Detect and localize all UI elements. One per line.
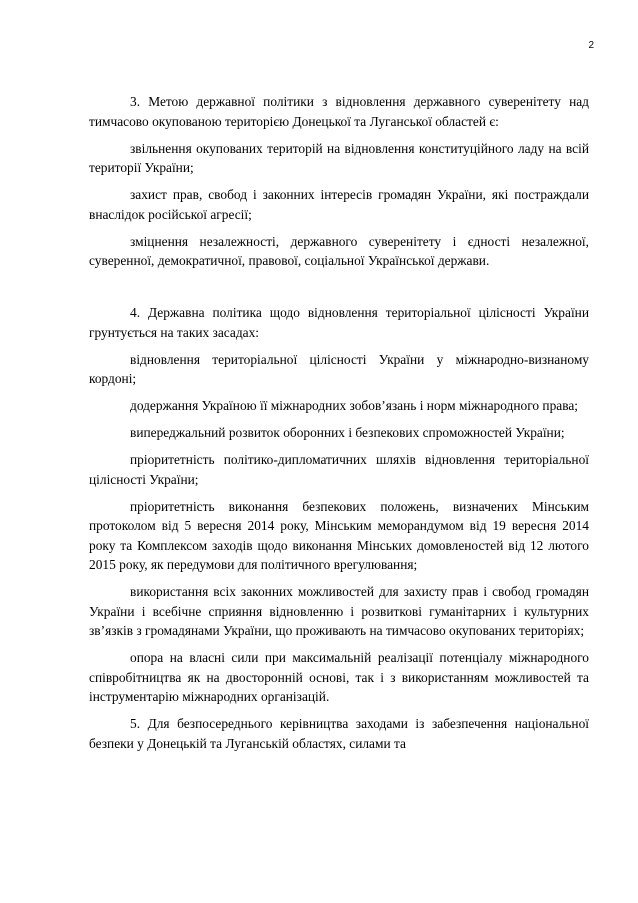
paragraph-principles-intro: 4. Державна політика щодо відновлення територіальної цілісності України грунтується на таких засадах: <box>89 305 589 340</box>
paragraph-principle-item: пріоритетність виконання безпекових положень, визначених Мінським протоколом від 5 вересня 2014 року, Мінським меморандумом від 19 вересня 2014 року та Комплексом заходів щодо виконання Мінських домовленостей від 12 лютого 2015 року, як передумови для політичного врегулювання; <box>89 498 589 572</box>
paragraph-principle-item: пріоритетність політико-дипломатичних шляхів відновлення територіальної цілісності України; <box>89 452 589 487</box>
section-gap <box>89 278 589 303</box>
paragraph-goal-item: захист прав, свобод і законних інтересів громадян України, які постраждали внаслідок російської агресії; <box>89 187 589 222</box>
paragraph-goal-item: звільнення окупованих територій на відновлення конституційного ладу на всій території України; <box>89 140 589 175</box>
paragraph-goal-intro: 3. Метою державної політики з відновлення державного суверенітету над тимчасово окупованою територією Донецької та Луганської областей є: <box>89 94 589 129</box>
paragraph-goal-item: зміцнення незалежності, державного суверенітету і єдності незалежної, суверенної, демократичної, правової, соціальної Української держави. <box>89 233 589 268</box>
paragraph-principle-item: випереджальний розвиток оборонних і безпекових спроможностей України; <box>130 425 565 440</box>
paragraph-principle-item: додержання Україною її міжнародних зобов’язань і норм міжнародного права; <box>130 398 579 413</box>
page-number: 2 <box>588 40 594 51</box>
paragraph-principle-item: відновлення територіальної цілісності України у міжнародно-визнаному кордоні; <box>89 351 589 386</box>
paragraph-principle-item: опора на власні сили при максимальній реалізації потенціалу міжнародного співробітництва як на двосторонній основі, так і з використанням можливостей та інструментарію міжнародних організацій. <box>89 650 589 704</box>
document-body <box>89 92 589 761</box>
paragraph-principle-item: використання всіх законних можливостей для захисту прав і свобод громадян України і всебічне сприяння відновленню і розвиткові гуманітарних і культурних зв’язків з громадянами України, що проживають на тимчасово окупованих територіях; <box>89 584 589 638</box>
paragraph-leadership: 5. Для безпосереднього керівництва заходами із забезпечення національної безпеки у Донецькій та Луганській областях, силами та <box>89 716 589 751</box>
